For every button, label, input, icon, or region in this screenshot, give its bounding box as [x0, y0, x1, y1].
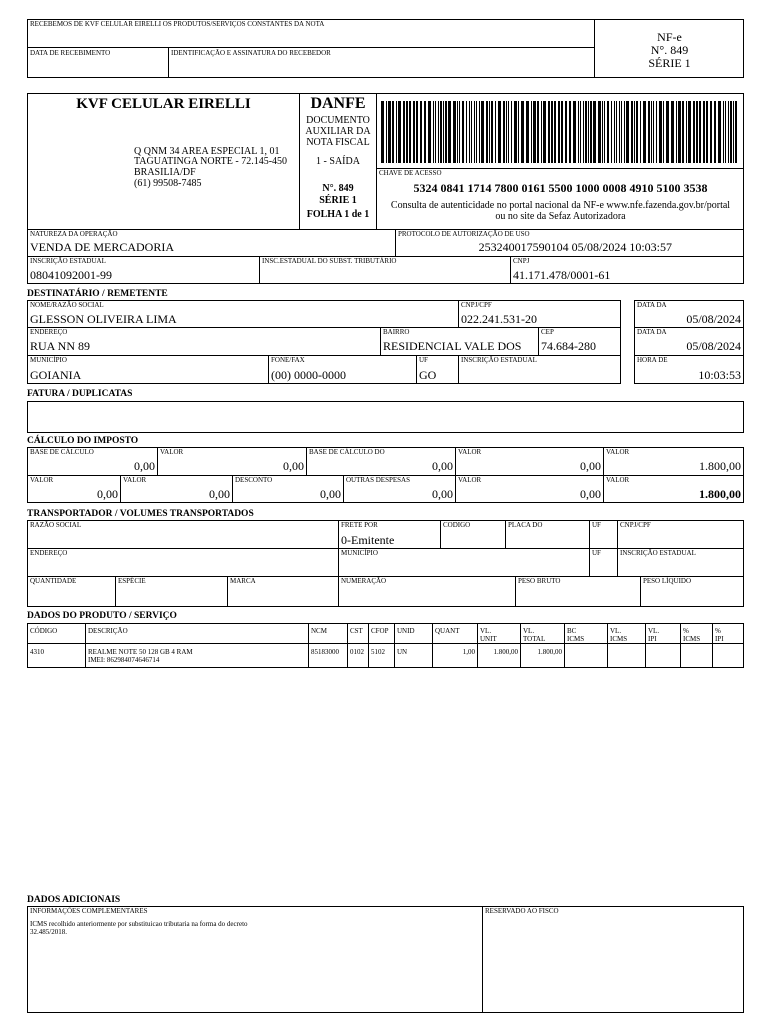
info-text-1: ICMS recolhido anteriormente por substituicao tributaria na forma do decreto: [30, 920, 248, 928]
recipient-phone-label: FONE/FAX: [271, 356, 305, 364]
tax-invoice-total: 1.800,00: [699, 487, 741, 501]
danfe-type: 1 - SAÍDA: [316, 156, 360, 167]
tax-icms-st-value-label: VALOR: [458, 448, 482, 456]
col-vunit-1: VL.: [480, 627, 492, 635]
danfe-subtitle-2: AUXILIAR DA: [305, 126, 371, 137]
recipient-divider-v2: [380, 327, 381, 355]
fisco-label: RESERVADO AO FISCO: [485, 907, 559, 915]
nature-label: NATUREZA DA OPERAÇÃO: [30, 230, 118, 238]
prod-col-div-7: [477, 623, 478, 668]
transport-qty-label: QUANTIDADE: [30, 577, 77, 585]
transport-r3-v1: [115, 576, 116, 607]
recipient-city-label: MUNICÍPIO: [30, 356, 67, 364]
additional-section-title: DADOS ADICIONAIS: [27, 895, 121, 905]
col-qty: QUANT: [435, 627, 460, 635]
tax-other: 0,00: [432, 487, 453, 501]
cnpj-value: 41.171.478/0001-61: [513, 268, 611, 282]
tax-other-label: OUTRAS DESPESAS: [346, 476, 410, 484]
emitter-city: BRASILIA/DF: [134, 167, 196, 178]
recipient-name-label: NOME/RAZÃO SOCIAL: [30, 301, 104, 309]
tax-freight-label: VALOR: [30, 476, 54, 484]
prod-col-div-3: [347, 623, 348, 668]
recipient-cep-label: CEP: [541, 328, 554, 336]
info-label: INFORMAÇÕES COMPLEMENTARES: [30, 907, 148, 915]
prod-col-div-12: [680, 623, 681, 668]
consult-text-1: Consulta de autenticidade no portal nacional da NF-e www.nfe.fazenda.gov.br/portal: [390, 200, 731, 211]
row-cst: 0102: [350, 648, 364, 656]
transport-city-label: MUNICÍPIO: [341, 549, 378, 557]
prod-col-div-10: [607, 623, 608, 668]
products-section-title: DADOS DO PRODUTO / SERVIÇO: [27, 611, 177, 621]
danfe-subtitle-1: DOCUMENTO: [306, 115, 370, 126]
recipient-district: RESIDENCIAL VALE DOS: [383, 339, 522, 353]
tax-ipi: 0,00: [580, 487, 601, 501]
transport-r2-v1: [338, 548, 339, 576]
stub-divider-v2: [168, 47, 169, 78]
recipient-date-label: DATA DA: [637, 301, 667, 309]
danfe-sheet: FOLHA 1 de 1: [306, 209, 370, 220]
recipient-name: GLESSON OLIVEIRA LIMA: [30, 312, 177, 326]
col-code: CÓDIGO: [30, 627, 58, 635]
tax-insurance: 0,00: [209, 487, 230, 501]
transport-uf-label: UF: [592, 521, 601, 529]
stub-nfe: NF-e: [657, 30, 682, 44]
tax-products-total-label: VALOR: [606, 448, 630, 456]
info-text-2: 32.485/2018.: [30, 928, 67, 936]
transport-r1-v2: [440, 520, 441, 548]
prod-col-div-5: [394, 623, 395, 668]
protocol-value: 253240017590104 05/08/2024 10:03:57: [478, 240, 672, 254]
col-ncm: NCM: [311, 627, 327, 635]
prod-col-div-11: [645, 623, 646, 668]
stub-signature-label: IDENTIFICAÇÃO E ASSINATURA DO RECEBEDOR: [171, 49, 331, 57]
tax-icms-value-label: VALOR: [160, 448, 184, 456]
row-qty: 1,00: [462, 648, 475, 656]
barcode: [381, 101, 741, 163]
stub-divider-h: [27, 47, 595, 48]
transport-r3-v3: [338, 576, 339, 607]
invoice-section-title: FATURA / DUPLICATAS: [27, 389, 133, 399]
tax-icms-value: 0,00: [283, 459, 304, 473]
ie-value: 08041092001-99: [30, 268, 112, 282]
transport-net-label: PESO LÍQUIDO: [643, 577, 692, 585]
tax-icms-st-value: 0,00: [580, 459, 601, 473]
recipient-address-label: ENDEREÇO: [30, 328, 68, 336]
tax-freight: 0,00: [97, 487, 118, 501]
recipient-uf: GO: [419, 368, 437, 382]
recipient-doc-label: CNPJ/CPF: [461, 301, 492, 309]
transport-r3-v5: [640, 576, 641, 607]
prod-col-div-13: [712, 623, 713, 668]
stub-received-text: RECEBEMOS DE KVF CELULAR EIRELLI OS PRODUTOS/SERVIÇOS CONSTANTES DA NOTA: [30, 20, 325, 28]
stub-date-label: DATA DE RECEBIMENTO: [30, 49, 111, 57]
recipient-section-title: DESTINATÁRIO / REMETENTE: [27, 289, 168, 299]
transport-r3-v2: [227, 576, 228, 607]
recipient-city: GOIANIA: [30, 368, 82, 382]
col-picms-2: ICMS: [683, 635, 701, 643]
transport-freight-label: FRETE POR: [341, 521, 378, 529]
tax-section-title: CÁLCULO DO IMPOSTO: [27, 436, 139, 446]
transport-name-label: RAZÃO SOCIAL: [30, 521, 82, 529]
recipient-divider-v5: [416, 355, 417, 384]
recipient-doc: 022.241.531-20: [461, 312, 537, 326]
recipient-divider-v6: [458, 355, 459, 384]
transport-r1-v3: [505, 520, 506, 548]
transport-numbering-label: NUMERAÇÃO: [341, 577, 387, 585]
tax-invoice-total-label: VALOR: [606, 476, 630, 484]
col-description: DESCRIÇÃO: [88, 627, 128, 635]
col-vunit-2: UNIT: [480, 635, 497, 643]
protocol-label: PROTOCOLO DE AUTORIZAÇÃO DE USO: [398, 230, 530, 238]
recipient-divider-v1: [458, 300, 459, 327]
recipient-time-label: HORA DE: [637, 356, 668, 364]
recipient-date: 05/08/2024: [686, 312, 741, 326]
col-pipi-2: IPI: [715, 635, 724, 643]
tax-insurance-label: VALOR: [123, 476, 147, 484]
danfe-number: N°. 849: [322, 183, 354, 194]
danfe-title: DANFE: [310, 95, 366, 112]
row-ncm: 85183000: [311, 648, 339, 656]
tax-products-total: 1.800,00: [699, 459, 741, 473]
transport-doc-label: CNPJ/CPF: [620, 521, 651, 529]
additional-divider-v: [482, 906, 483, 1013]
transport-r1-v1: [338, 520, 339, 548]
danfe-series: SÉRIE 1: [319, 195, 357, 206]
tax-ipi-label: VALOR: [458, 476, 482, 484]
recipient-time: 10:03:53: [698, 368, 741, 382]
row-cfop: 5102: [371, 648, 385, 656]
transport-brand-label: MARCA: [230, 577, 256, 585]
tax-icms-base-label: BASE DE CÁLCULO: [30, 448, 94, 456]
recipient-ie-label: INSCRIÇÃO ESTADUAL: [461, 356, 537, 364]
recipient-divider-v4: [268, 355, 269, 384]
ie-label: INSCRIÇÃO ESTADUAL: [30, 257, 106, 265]
col-vicms-2: ICMS: [610, 635, 628, 643]
recipient-date2-label: DATA DA: [637, 328, 667, 336]
recipient-district-label: BAIRRO: [383, 328, 410, 336]
operation-divider-v2: [259, 256, 260, 284]
transport-species-label: ESPÉCIE: [118, 577, 146, 585]
emitter-phone: (61) 99508-7485: [134, 178, 202, 189]
transport-freight: 0-Emitente: [341, 533, 395, 547]
recipient-date2: 05/08/2024: [686, 339, 741, 353]
col-unit: UNID: [397, 627, 415, 635]
recipient-uf-label: UF: [419, 356, 428, 364]
recipient-phone: (00) 0000-0000: [271, 368, 346, 382]
prod-col-div-6: [432, 623, 433, 668]
col-vipi-2: IPI: [648, 635, 657, 643]
tax-icms-st-base: 0,00: [432, 459, 453, 473]
col-vipi-1: VL.: [648, 627, 660, 635]
col-cfop: CFOP: [371, 627, 389, 635]
col-vtotal-1: VL.: [523, 627, 535, 635]
prod-col-div-2: [308, 623, 309, 668]
cnpj-label: CNPJ: [513, 257, 530, 265]
row-description-1: REALME NOTE 50 128 GB 4 RAM: [88, 648, 193, 656]
stub-number: N°. 849: [650, 43, 689, 57]
col-picms-1: %: [683, 627, 689, 635]
emitter-address1: Q QNM 34 AREA ESPECIAL 1, 01: [134, 146, 280, 157]
col-bc-1: BC: [567, 627, 577, 635]
nature-value: VENDA DE MERCADORIA: [30, 240, 174, 254]
emitter-name: KVF CELULAR EIRELLI: [76, 96, 251, 112]
tax-discount-label: DESCONTO: [235, 476, 273, 484]
row-code: 4310: [30, 648, 44, 656]
access-key: 5324 0841 1714 7800 0161 5500 1000 0008 4910 5100 3538: [413, 181, 708, 195]
transport-section-title: TRANSPORTADOR / VOLUMES TRANSPORTADOS: [27, 509, 254, 519]
prod-col-div-8: [520, 623, 521, 668]
access-key-label: CHAVE DE ACESSO: [379, 169, 442, 177]
col-pipi-1: %: [715, 627, 721, 635]
transport-code-label: CODIGO: [443, 521, 471, 529]
transport-address-label: ENDEREÇO: [30, 549, 68, 557]
row-vunit: 1.800,00: [493, 648, 518, 656]
recipient-divider-v3: [538, 327, 539, 355]
transport-ie-label: INSCRIÇÃO ESTADUAL: [620, 549, 696, 557]
row-unit: UN: [397, 648, 408, 656]
tax-icms-base: 0,00: [134, 459, 155, 473]
transport-r1-v4: [589, 520, 590, 576]
consult-text-2: ou no site da Sefaz Autorizadora: [495, 211, 626, 222]
invoice-box: [27, 401, 744, 433]
col-vtotal-2: TOTAL: [523, 635, 546, 643]
operation-divider-v1: [395, 229, 396, 256]
ie-st-label: INSC.ESTADUAL DO SUBST. TRIBUTÁRIO: [262, 257, 397, 265]
row-vtotal: 1.800,00: [537, 648, 562, 656]
prod-col-div-1: [85, 623, 86, 668]
transport-plate-label: PLACA DO: [508, 521, 543, 529]
recipient-divider-h1: [27, 327, 621, 328]
transport-r1-v5: [617, 520, 618, 576]
tax-discount: 0,00: [320, 487, 341, 501]
stub-series: SÉRIE 1: [648, 56, 691, 70]
row-description-2: IMEI: 862984074646714: [88, 656, 160, 664]
prod-col-div-4: [368, 623, 369, 668]
transport-r3-v4: [515, 576, 516, 607]
recipient-address: RUA NN 89: [30, 339, 91, 353]
operation-divider-v3: [510, 256, 511, 284]
col-vicms-1: VL.: [610, 627, 622, 635]
col-cst: CST: [350, 627, 363, 635]
col-bc-2: ICMS: [567, 635, 585, 643]
transport-uf2-label: UF: [592, 549, 601, 557]
transport-gross-label: PESO BRUTO: [518, 577, 561, 585]
emitter-address2: TAGUATINGA NORTE - 72.145-450: [134, 156, 288, 167]
recipient-cep: 74.684-280: [541, 339, 596, 353]
tax-icms-st-base-label: BASE DE CÁLCULO DO: [309, 448, 385, 456]
prod-col-div-9: [564, 623, 565, 668]
danfe-subtitle-3: NOTA FISCAL: [306, 137, 370, 148]
